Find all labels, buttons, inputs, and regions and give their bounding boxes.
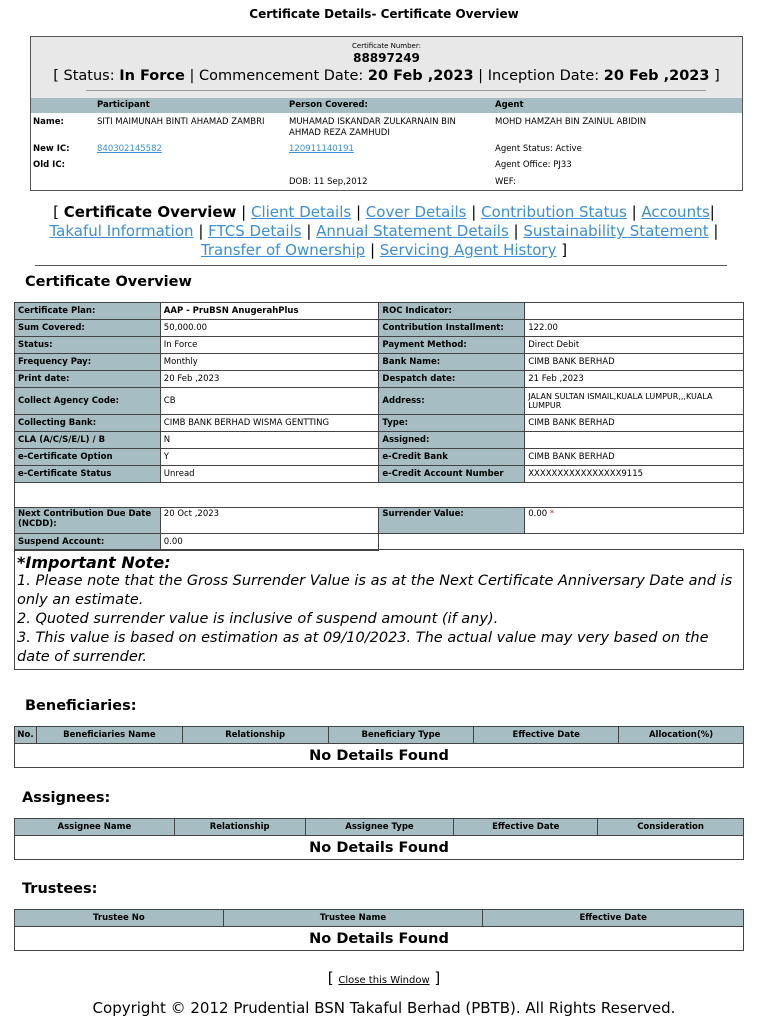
inception-value: 20 Feb ,2023: [603, 68, 710, 84]
surrender-asterisk: *: [549, 509, 555, 519]
overview-row: [15, 466, 744, 483]
field-value: [525, 432, 744, 449]
field-value: XXXXXXXXXXXXXXXX9115: [525, 466, 744, 483]
page-title: Certificate Details- Certificate Overview: [249, 7, 519, 21]
field-value: CIMB BANK BERHAD WISMA GENTTING: [160, 415, 379, 432]
overview-row: [15, 303, 744, 320]
suspend-value: 0.00: [160, 534, 379, 551]
field-label: CLA (A/C/S/E/L) / B: [15, 432, 161, 449]
trustees-table: [14, 909, 744, 951]
field-label: Bank Name:: [379, 354, 525, 371]
overview-title: Certificate Overview: [25, 274, 192, 290]
nav-cover-details[interactable]: Cover Details: [365, 203, 467, 221]
agent-col-header: Agent: [495, 100, 524, 110]
table-header-row: [15, 819, 744, 836]
field-value: CIMB BANK BERHAD: [525, 449, 744, 466]
assignees-title: Assignees:: [22, 790, 111, 806]
table-header-row: [15, 727, 744, 744]
section-navigation: [ Certificate Overview | Client Details | Cover Details | Contribution Status | Accounts| Takaful Information | FTCS Details | Annual Statement Details | Sustainability Statement | Transfer of Ownership | Servicing Agent History ]: [49, 203, 719, 259]
field-value: 50,000.00: [160, 320, 379, 337]
note-line: 2. Quoted surrender value is inclusive of suspend amount (if any).: [17, 611, 499, 627]
participant-name: SITI MAIMUNAH BINTI AHAMAD ZAMBRI: [97, 117, 265, 127]
column-header: Effective Date: [483, 910, 744, 927]
field-value: [525, 303, 744, 320]
nav-certificate-overview: Certificate Overview: [63, 203, 237, 221]
field-label: Contribution Installment:: [379, 320, 525, 337]
nav-sustainability-statement[interactable]: Sustainability Statement: [523, 222, 709, 240]
empty-message: No Details Found: [15, 836, 744, 860]
person-covered-col-header: Person Covered:: [289, 100, 368, 110]
field-label: ROC Indicator:: [379, 303, 525, 320]
surrender-cell: [525, 508, 744, 534]
status-value: In Force: [119, 68, 185, 84]
certificate-header: [30, 36, 743, 191]
column-header: Effective Date: [474, 727, 619, 744]
party-header-row: [31, 98, 742, 113]
empty-message: No Details Found: [15, 744, 744, 768]
overview-row: [15, 432, 744, 449]
field-value: Direct Debit: [525, 337, 744, 354]
divider: [35, 265, 727, 266]
agent-status: Agent Status: Active: [495, 144, 582, 154]
column-header: Beneficiaries Name: [36, 727, 182, 744]
field-value: CIMB BANK BERHAD: [525, 415, 744, 432]
nav-annual-statement[interactable]: Annual Statement Details: [316, 222, 509, 240]
field-label: Despatch date:: [379, 371, 525, 388]
agent-office: Agent Office: PJ33: [495, 160, 572, 170]
field-label: Certificate Plan:: [15, 303, 161, 320]
field-label: Collect Agency Code:: [15, 388, 161, 415]
overview-row: [15, 388, 744, 415]
overview-table: [14, 302, 744, 551]
nav-transfer-ownership[interactable]: Transfer of Ownership: [200, 241, 366, 259]
overview-row: [15, 449, 744, 466]
field-label: e-Credit Bank: [379, 449, 525, 466]
field-label: Sum Covered:: [15, 320, 161, 337]
field-label: Print date:: [15, 371, 161, 388]
note-line: 1. Please note that the Gross Surrender Value is as at the Next Certificate Anniversary Date and is only an estimate.: [17, 573, 733, 608]
surrender-value: 0.00: [528, 509, 548, 519]
column-header: Trustee No: [15, 910, 224, 927]
field-label: Status:: [15, 337, 161, 354]
column-header: Allocation(%): [619, 727, 744, 744]
wef-label: WEF:: [495, 177, 516, 187]
nav-client-details[interactable]: Client Details: [251, 203, 352, 221]
column-header: Assignee Name: [15, 819, 175, 836]
status-line: [ Status: In Force | Commencement Date: 20 Feb ,2023 | Inception Date: 20 Feb ,2023 ]: [53, 68, 720, 84]
note-line: 3. This value is based on estimation as at 09/10/2023. The actual value may very based on the date of surrender.: [17, 630, 709, 665]
ncdd-row: [15, 508, 744, 534]
ncdd-label: Next Contribution Due Date (NCDD):: [15, 508, 161, 534]
field-value: 122.00: [525, 320, 744, 337]
field-value: CB: [160, 388, 379, 415]
nav-servicing-agent-history[interactable]: Servicing Agent History: [379, 241, 557, 259]
inception-label: Inception Date:: [487, 68, 600, 84]
surrender-label: Surrender Value:: [379, 508, 525, 534]
field-value: CIMB BANK BERHAD: [525, 354, 744, 371]
note-heading: *Important Note:: [17, 553, 171, 572]
field-label: Assigned:: [379, 432, 525, 449]
suspend-row: [15, 534, 744, 551]
beneficiaries-table: [14, 726, 744, 768]
field-value: In Force: [160, 337, 379, 354]
field-value: 21 Feb ,2023: [525, 371, 744, 388]
overview-row: [15, 415, 744, 432]
suspend-label: Suspend Account:: [15, 534, 161, 551]
field-label: e-Certificate Option: [15, 449, 161, 466]
field-label: e-Certificate Status: [15, 466, 161, 483]
nav-contribution-status[interactable]: Contribution Status: [481, 203, 627, 221]
field-label: e-Credit Account Number: [379, 466, 525, 483]
certificate-number: 88897249: [353, 51, 420, 65]
person-covered-ic-link[interactable]: 120911140191: [289, 144, 354, 154]
nav-accounts[interactable]: Accounts: [641, 203, 710, 221]
table-header-row: [15, 910, 744, 927]
commencement-value: 20 Feb ,2023: [367, 68, 474, 84]
column-header: Effective Date: [454, 819, 598, 836]
ncdd-value: 20 Oct ,2023: [160, 508, 379, 534]
field-label: Frequency Pay:: [15, 354, 161, 371]
participant-col-header: Participant: [97, 100, 150, 110]
old-ic-label: Old IC:: [33, 160, 65, 170]
field-value: JALAN SULTAN ISMAIL,KUALA LUMPUR,,,KUALA LUMPUR: [525, 388, 744, 415]
column-header: Beneficiary Type: [328, 727, 474, 744]
field-value: Monthly: [160, 354, 379, 371]
close-window-link[interactable]: Close this Window: [338, 975, 430, 986]
certificate-number-label: Certificate Number:: [352, 42, 421, 50]
field-value: Unread: [160, 466, 379, 483]
column-header: No.: [15, 727, 37, 744]
status-label: Status:: [63, 68, 115, 84]
nav-takaful-information[interactable]: Takaful Information: [49, 222, 194, 240]
column-header: Trustee Name: [223, 910, 483, 927]
column-header: Assignee Type: [305, 819, 454, 836]
divider: [86, 90, 706, 91]
certificate-summary: [31, 37, 742, 98]
empty-message: No Details Found: [15, 927, 744, 951]
overview-row: [15, 371, 744, 388]
overview-row: [15, 354, 744, 371]
copyright: Copyright © 2012 Prudential BSN Takaful Berhad (PBTB). All Rights Reserved.: [92, 999, 676, 1017]
assignees-table: [14, 818, 744, 860]
person-covered-name: MUHAMAD ISKANDAR ZULKARNAIN BIN AHMAD REZA ZAMHUDI: [289, 117, 456, 138]
column-header: Relationship: [174, 819, 305, 836]
spacer-row: [15, 483, 744, 508]
field-label: Type:: [379, 415, 525, 432]
overview-row: [15, 337, 744, 354]
field-label: Address:: [379, 388, 525, 415]
name-label: Name:: [33, 117, 64, 127]
column-header: Relationship: [182, 727, 328, 744]
trustees-title: Trustees:: [22, 881, 98, 897]
nav-ftcs-details[interactable]: FTCS Details: [208, 222, 302, 240]
new-ic-label: New IC:: [33, 144, 70, 154]
beneficiaries-title: Beneficiaries:: [25, 698, 137, 714]
commencement-label: Commencement Date:: [198, 68, 364, 84]
field-value: AAP - PruBSN AnugerahPlus: [160, 303, 379, 320]
field-label: Payment Method:: [379, 337, 525, 354]
agent-name: MOHD HAMZAH BIN ZAINUL ABIDIN: [495, 117, 647, 127]
field-value: N: [160, 432, 379, 449]
field-value: Y: [160, 449, 379, 466]
date-of-birth: DOB: 11 Sep,2012: [289, 177, 368, 187]
participant-ic-link[interactable]: 840302145582: [97, 144, 162, 154]
overview-row: [15, 320, 744, 337]
important-note: [14, 549, 744, 670]
field-value: 20 Feb ,2023: [160, 371, 379, 388]
field-label: Collecting Bank:: [15, 415, 161, 432]
column-header: Consideration: [598, 819, 744, 836]
close-window-wrapper: [ Close this Window ]: [327, 969, 441, 987]
